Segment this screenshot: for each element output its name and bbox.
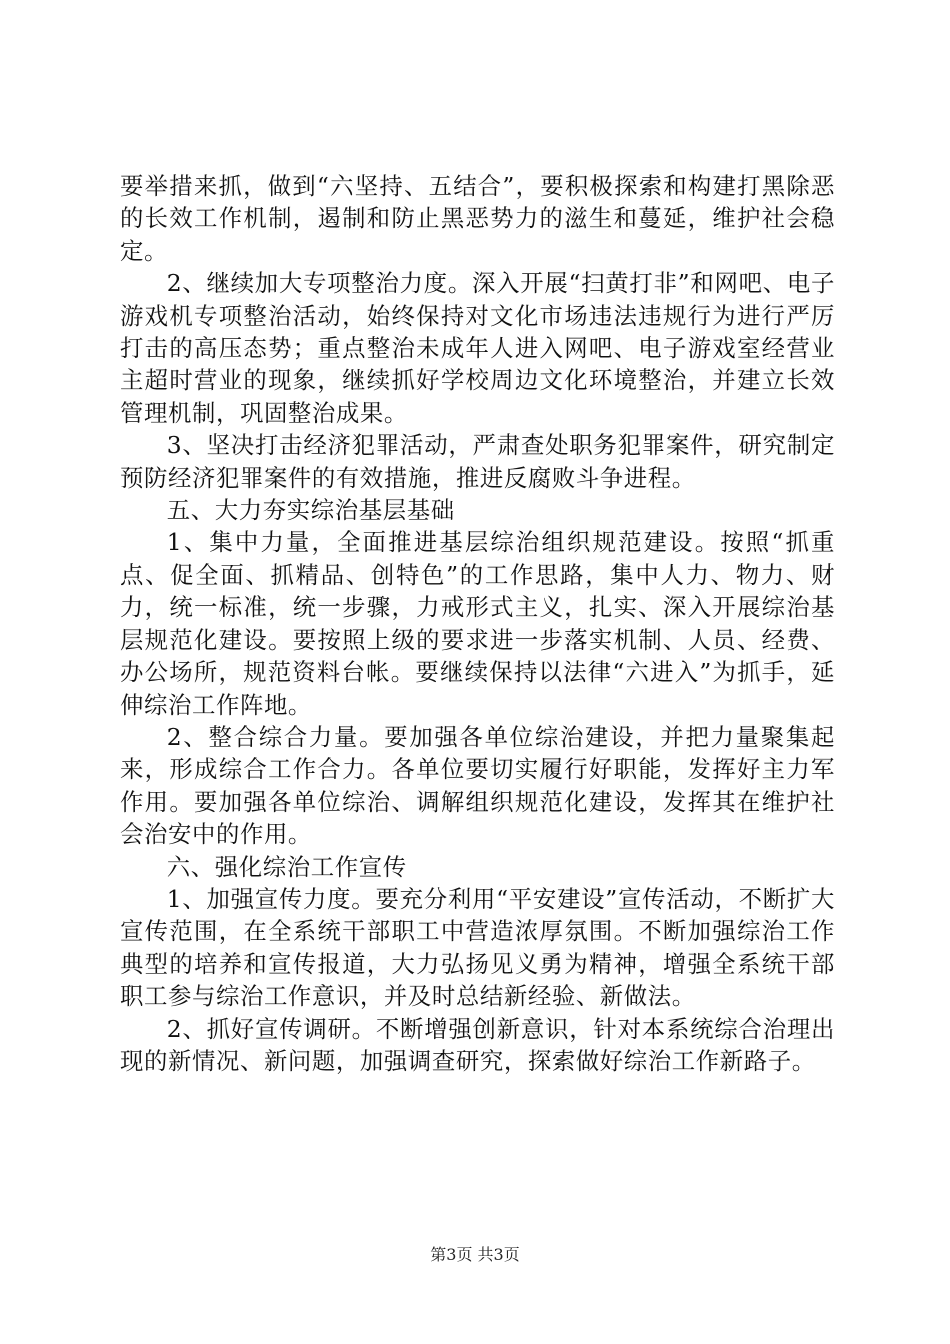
paragraph-item-2-integration: 2、整合综合力量。要加强各单位综治建设，并把力量聚集起来，形成综合工作合力。各单位要切实履行好职能，发挥好主力军作用。要加强各单位综治、调解组织规范化建设，发挥其在维护社会治安中的作用。 — [120, 722, 835, 849]
section-heading-5: 五、大力夯实综治基层基础 — [166, 496, 455, 525]
paragraph-item-1-publicity: 1、加强宣传力度。要充分利用“平安建设”宣传活动，不断扩大宣传范围，在全系统干部职工中营造浓厚氛围。不断加强综治工作典型的培养和宣传报道，大力弘扬见义勇为精神，增强全系统干部职工参与综治工作意识，并及时总结新经验、新做法。 — [120, 884, 835, 1011]
section-heading-6: 六、强化综治工作宣传 — [166, 852, 407, 881]
paragraph-item-2-research: 2、抓好宣传调研。不断增强创新意识，针对本系统综合治理出现的新情况、新问题，加强调查研究，探索做好综治工作新路子。 — [120, 1014, 835, 1075]
paragraph-item-1-grassroots: 1、集中力量，全面推进基层综治组织规范建设。按照“抓重点、促全面、抓精品、创特色”的工作思路，集中人力、物力、财力，统一标准，统一步骤，力戒形式主义，扎实、深入开展综治基层规范化建设。要按照上级的要求进一步落实机制、人员、经费、办公场所，规范资料台帐。要继续保持以法律“六进入”为抓手，延伸综治工作阵地。 — [120, 528, 835, 719]
paragraph-continued: 要举措来抓，做到“六坚持、五结合”，要积极探索和构建打黑除恶的长效工作机制，遏制和防止黑恶势力的滋生和蔓延，维护社会稳定。 — [120, 172, 835, 265]
paragraph-item-3-economic-crime: 3、坚决打击经济犯罪活动，严肃查处职务犯罪案件，研究制定预防经济犯罪案件的有效措施，推进反腐败斗争进程。 — [120, 431, 835, 492]
page-number-footer: 第3页 共3页 — [430, 1245, 520, 1264]
document-body — [120, 170, 835, 1077]
paragraph-item-2-special-rectification: 2、继续加大专项整治力度。深入开展“扫黄打非”和网吧、电子游戏机专项整治活动，始终保持对文化市场违法违规行为进行严厉打击的高压态势；重点整治未成年人进入网吧、电子游戏室经营业主超时营业的现象，继续抓好学校周边文化环境整治，并建立长效管理机制，巩固整治成果。 — [120, 269, 835, 427]
